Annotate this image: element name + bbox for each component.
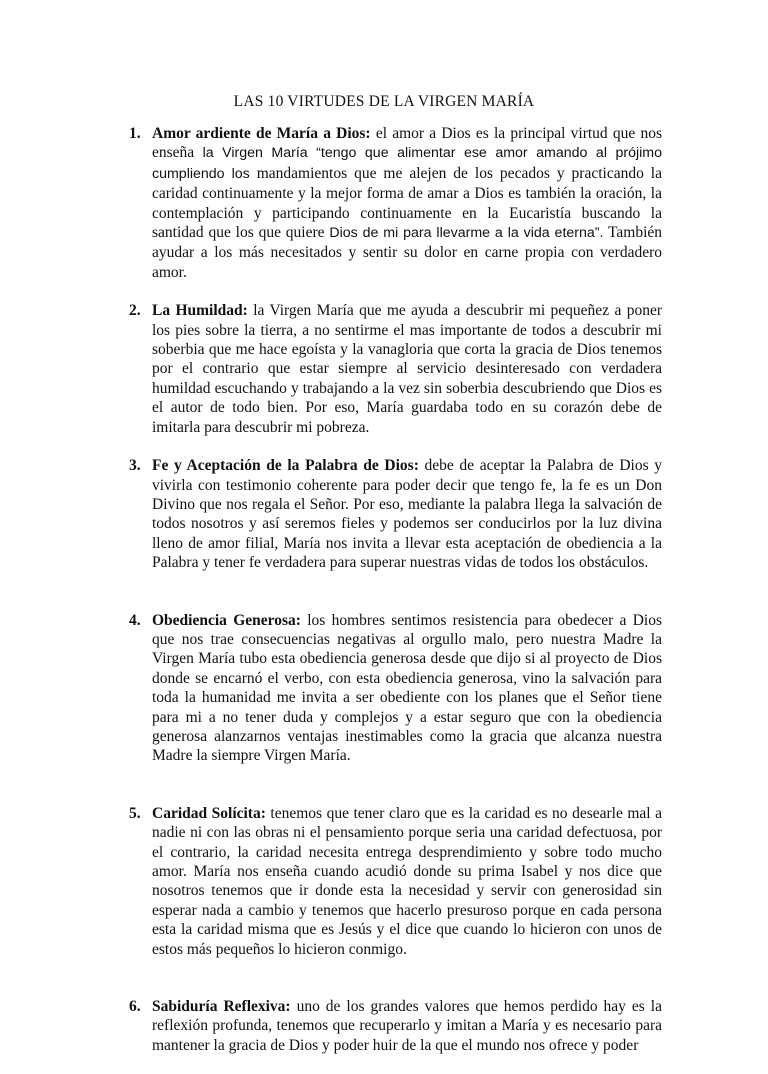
virtues-list	[129, 124, 663, 1074]
item-text: uno de los grandes valores que hemos perdido hay es la reflexión profunda, tenemos que recuperarlo y imitan a María y es necesario para mantener la gracia de Dios y poder huir de la que el mundo nos ofrece y poder	[152, 998, 662, 1054]
item-number: 3.	[129, 457, 141, 475]
item-text: debe de aceptar la Palabra de Dios y vivirla con testimonio coherente para poder decir que tengo fe, la fe es un Don Divino que nos regala el Señor. Por eso, mediante la palabra llega la salvación de todos nosotros y así seremos fieles y podemos ser conducirlos por la luz divina lleno de amor filial, María nos invita a llevar esta aceptación de obediencia a la Palabra y tener fe verdadera para superar nuestras vidas de todos los obstáculos.	[152, 457, 663, 572]
item-number: 6.	[129, 998, 141, 1016]
item-text: el amor a Dios es la principal virtud que nos enseña	[152, 125, 663, 162]
item-heading: La Humildad:	[152, 302, 248, 320]
item-text: tenemos que tener claro que es la caridad es no desearle mal a nadie ni con las obras ni el pensamiento porque seria una caridad defectuosa, por el contrario, la caridad necesita entrega desprendimiento y sobre todo mucho amor. María nos enseña cuando acudió donde su prima Isabel y nos dice que nosotros tenemos que ir donde esta la necesidad y servir con generosidad sin esperar nada a cambio y tenemos que hacerlo presuroso porque en cada persona esta la caridad misma que es Jesús y el dice que cuando lo hicieron con unos de estos más pequeños lo hicieron conmigo.	[152, 804, 662, 958]
item-text: También ayudar a los más necesitados y sentir su dolor en carne propia con verdadero amor.	[152, 224, 663, 281]
item-text: los hombres sentimos resistencia para obedecer a Dios que nos trae consecuencias negativas al orgullo malo, pero nuestra Madre la Virgen María tubo esta obediencia generosa desde que dijo si al proyecto de Dios donde se encarnó el verbo, con esta obediencia generosa, vino la salvación para toda la humanidad me invita a ser obediente con los planes que el Señor tiene para mi a no tener duda y complejos y a estar seguro que con la obediencia generosa alanzarnos ventajas inestimables como la gracia que alcanza nuestra Madre la siempre Virgen María.	[152, 611, 662, 765]
item-text-quote: Dios de mi para llevarme a la vida eterna”.	[329, 225, 604, 242]
item-heading: Fe y Aceptación de la Palabra de Dios:	[152, 457, 419, 475]
item-number: 1.	[129, 125, 141, 142]
item-number: 2.	[129, 302, 141, 320]
item-number: 4.	[129, 611, 141, 629]
list-item-2	[129, 301, 662, 437]
item-heading: Obediencia Generosa:	[152, 611, 301, 629]
page-title: LAS 10 VIRTUDES DE LA VIRGEN MARÍA	[233, 93, 535, 110]
list-item-3	[129, 456, 663, 572]
item-heading: Amor ardiente de María a Dios:	[152, 125, 371, 142]
list-item-5	[129, 804, 662, 959]
list-item-4	[129, 611, 662, 766]
item-heading: Sabiduría Reflexiva:	[152, 998, 291, 1016]
list-item-6	[129, 997, 662, 1055]
list-item-1	[129, 124, 663, 282]
item-number: 5.	[129, 804, 141, 822]
item-text-quote: la Virgen María “tengo que alimentar ese amor amando al prójimo cumpliendo los	[152, 145, 662, 182]
item-text: mandamientos que me alejen de los pecados y practicando la caridad continuamente y la mejor forma de amar a Dios es también la oración, la contemplación y participando continuamente en la Eucaristía buscando la santidad que los que quiere	[152, 164, 662, 242]
item-text: la Virgen María que me ayuda a descubrir mi pequeñez a poner los pies sobre la tierra, a no sentirme el mas importante de todos a descubrir mi soberbia que me hace egoísta y la vanagloria que corta la gracia de Dios tenemos por el contrario que estar siempre al servicio desinteresado con verdadera humildad escuchando y trabajando a la vez sin soberbia descubriendo que Dios es el autor de todo bien. Por eso, María guardaba todo en su corazón debe de imitarla para descubrir mi pobreza.	[152, 302, 662, 436]
item-heading: Caridad Solícita:	[152, 804, 266, 822]
